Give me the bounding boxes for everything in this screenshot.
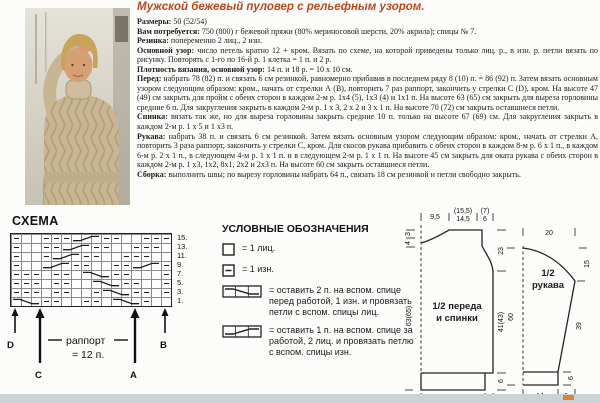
- schematic-front-back: [404, 203, 519, 403]
- cable-up-icon: [131, 261, 161, 270]
- instruction-line: Резинка: попеременно 2 лиц., 2 изн.: [137, 36, 263, 46]
- arrow-d-icon: [12, 308, 19, 316]
- legend-heading: УСЛОВНЫЕ ОБОЗНАЧЕНИЯ: [222, 223, 369, 235]
- measure-neck-width: 9,5: [430, 214, 440, 221]
- purl-stitch-icon: [144, 247, 149, 249]
- purl-stitch-icon: [94, 247, 99, 249]
- purl-stitch-icon: [14, 274, 19, 276]
- purl-stitch-icon: [44, 301, 49, 303]
- cable-down-icon: [11, 297, 41, 306]
- purl-stitch-icon: [134, 247, 139, 249]
- instructions: [137, 17, 598, 179]
- purl-stitch-icon: [104, 238, 109, 240]
- chart-row-label: 3.: [177, 287, 184, 296]
- legend: [222, 243, 414, 366]
- purl-stitch-icon: [14, 283, 19, 285]
- page-edge-accent: [563, 395, 574, 400]
- instruction-line: Плотность вязания, основной узор: 14 п. и 18 р. = 10 х 10 см.: [137, 64, 353, 74]
- purl-stitch-icon: [64, 292, 69, 294]
- purl-stitch-icon: [164, 292, 169, 294]
- purl-stitch-icon: [54, 238, 59, 240]
- page-title: Мужской бежевый пуловер с рельефным узором.: [137, 1, 425, 13]
- measure-sleeve-length: 39: [576, 322, 583, 330]
- instruction-line: Перед: набрать 78 (82) п. и связать 6 см резинкой, равномерно прибавив в последнем ряду 8 (10) п. = 86 (92) п. Затем вязать основным узором следующим образом: кром., начать от стрелки А (В), повторить 7 раз раппорт, закончить у стрелки С (D), кром. На высоте 47 (49) см закрыть для пройм с обеих сторон в каждом 2-м р. 1х4 (5), 1х3 (4) и 1х1 п. На высоте 63 (65) см закрыть для выреза горловины средние 6 п. Для закругления закрыть в каждом 2-м р. 1 х 3, 2 х 2 и 3 х 1 п. На высоте 70 (72) см закрыть оставшиеся петли.: [137, 74, 598, 112]
- purl-stitch-icon: [164, 238, 169, 240]
- measure-shoulder: 14,5: [456, 216, 470, 223]
- purl-stitch-icon: [114, 238, 119, 240]
- purl-stitch-icon: [94, 256, 99, 258]
- purl-stitch-icon: [84, 256, 89, 258]
- purl-stitch-icon: [144, 256, 149, 258]
- purl-stitch-icon: [14, 256, 19, 258]
- chart-row-label: 7.: [177, 269, 184, 278]
- instruction-line: Размеры: 50 (52/54): [137, 17, 207, 26]
- purl-stitch-icon: [44, 256, 49, 258]
- measure-neck-3: 3: [405, 232, 412, 236]
- measure-rib-height: 6: [498, 379, 505, 383]
- purl-stitch-icon: [54, 274, 59, 276]
- instruction-line: Сборка: выполнить швы; по вырезу горловины набрать 64 п., связать 18 см резинкой и петли свободно закрыть.: [137, 169, 521, 179]
- purl-stitch-icon: [64, 274, 69, 276]
- purl-stitch-icon: [24, 274, 29, 276]
- measure-sleeve-total: 60: [508, 313, 515, 321]
- purl-stitch-icon: [164, 265, 169, 267]
- purl-stitch-icon: [64, 283, 69, 285]
- purl-stitch-icon: [24, 283, 29, 285]
- purl-stitch-icon: [134, 256, 139, 258]
- legend-text: = 1 лиц.: [242, 243, 276, 253]
- legend-text: = оставить 2 п. на вспом. спице перед работой, 1 изн. и провязать петли с вспом. спицы лиц.: [269, 285, 412, 317]
- rapport-value: = 12 п.: [72, 349, 105, 361]
- chart-row-label: 15.: [177, 233, 188, 242]
- knit-square-icon: [222, 243, 235, 256]
- schematic-sleeve: [505, 221, 600, 403]
- purl-stitch-icon: [124, 274, 129, 276]
- chart-row-label: 9.: [177, 260, 184, 269]
- cable-up-icon: [71, 234, 101, 243]
- arrow-b-icon: [162, 308, 169, 316]
- purl-stitch-icon: [124, 265, 129, 267]
- purl-stitch-icon: [54, 301, 59, 303]
- cable-up-icon: [61, 243, 91, 252]
- arrow-label-d: D: [7, 340, 14, 351]
- measure-armhole-height: 23: [498, 247, 505, 255]
- measure-cuff-height: 6: [568, 376, 575, 380]
- purl-stitch-icon: [44, 238, 49, 240]
- cable-down-icon: [111, 297, 141, 306]
- purl-stitch-icon: [94, 292, 99, 294]
- piece-label-sleeve-1: 1/2: [541, 268, 555, 279]
- purl-stitch-icon: [144, 238, 149, 240]
- purl-stitch-icon: [14, 247, 19, 249]
- purl-stitch-icon: [24, 292, 29, 294]
- legend-item-purl: [222, 264, 414, 277]
- purl-stitch-icon: [134, 283, 139, 285]
- rapport-label: раппорт: [66, 335, 106, 347]
- measure-armhole-alt: (7): [480, 208, 490, 215]
- chart-heading: СХЕМА: [12, 214, 59, 228]
- legend-item-cable-front: [222, 285, 414, 317]
- measure-cap-width: 20: [545, 230, 553, 237]
- purl-stitch-icon: [34, 274, 39, 276]
- purl-stitch-icon: [14, 265, 19, 267]
- arrow-label-b: B: [160, 340, 167, 351]
- instruction-line: Вам потребуется: 750 (800) г бежевой пряжи (80% мериносовой шерсти, 20% акрила); спицы № 7.: [137, 26, 477, 36]
- purl-stitch-icon: [144, 301, 149, 303]
- knitting-chart: [10, 233, 188, 307]
- purl-stitch-icon: [54, 283, 59, 285]
- purl-stitch-icon: [164, 283, 169, 285]
- measure-total-height: 63(65): [406, 305, 413, 327]
- cable-front-icon: [222, 285, 262, 298]
- purl-stitch-icon: [54, 292, 59, 294]
- cable-down-icon: [101, 288, 131, 297]
- piece-label-sleeve-2: рукава: [532, 280, 564, 291]
- cable-back-icon: [222, 325, 262, 338]
- purl-stitch-icon: [74, 265, 79, 267]
- purl-stitch-icon: [64, 238, 69, 240]
- piece-label-front-back-2: и спинки: [436, 313, 478, 324]
- arrow-c-icon: [36, 308, 45, 318]
- purl-stitch-icon: [124, 256, 129, 258]
- arrow-label-c: C: [35, 370, 42, 381]
- purl-stitch-icon: [94, 301, 99, 303]
- purl-stitch-icon: [14, 292, 19, 294]
- purl-stitch-icon: [114, 274, 119, 276]
- purl-stitch-icon: [144, 292, 149, 294]
- legend-text: = оставить 1 п. на вспом. спице за работой, 2 лиц. и провязать петлю с вспом. спицы изн.: [269, 325, 414, 357]
- purl-stitch-icon: [104, 247, 109, 249]
- purl-stitch-icon: [84, 301, 89, 303]
- chart-row-label: 13.: [177, 242, 188, 251]
- legend-item-cable-back: [222, 325, 414, 357]
- measure-shoulder-alt: (15,5): [453, 208, 473, 215]
- purl-stitch-icon: [154, 238, 159, 240]
- measure-armhole: 6: [483, 216, 487, 223]
- chart-row-label: 5.: [177, 278, 184, 287]
- arrow-a-icon: [131, 308, 140, 318]
- instruction-line: Основной узор: число петель кратно 12 + кром. Вязать по схеме, на которой приведены только лиц. р., в изн. р. петли вязать по рисунку. Повторять с 1-го по 16-й р. 1 клетка = 1 п. и 2 р.: [137, 45, 599, 65]
- legend-item-knit: [222, 243, 414, 256]
- chart-row-label: 1.: [177, 296, 184, 305]
- chart-row-label: 11.: [177, 251, 187, 260]
- purl-stitch-icon: [34, 292, 39, 294]
- measure-cap-height: 15: [584, 260, 591, 268]
- measure-neck-4: 4: [405, 241, 412, 245]
- model-photo: [25, 8, 130, 205]
- purl-stitch-icon: [14, 238, 19, 240]
- purl-stitch-icon: [34, 283, 39, 285]
- cable-down-icon: [81, 270, 111, 279]
- cable-up-icon: [51, 252, 81, 261]
- instruction-line: Спинка: вязать так же, но для выреза горловины закрыть средние 10 п. только на высоте 67 (69) см. Для закругления закрыть в каждом 2-м р. 1 х 5 и 1 х3 п.: [137, 112, 598, 132]
- cable-down-icon: [91, 279, 121, 288]
- measure-side-height: 41(43): [498, 311, 505, 333]
- instruction-line: Рукава: набрать 38 п. и связать 6 см резинкой. Затем вязать основным узором следующим образом: кром., начать от стрелки А, повторить 3 раза раппорт, закончить у стрелки С, кром. Для скосов рукава прибавить с обеих сторон в каждом 8-м р. 6 х 1 п., в каждом 6-м р. 2 х 1 п., в следующем 4-м р. 1 х 1 п. и в следующем 2-м р. 1 х 1 п. На высоте 45 см закрыть для оката рукава с обеих сторон в каждом 2-м р. 1 х3, 1х2, 8х1, 2х2 и 2х3 п. На высоте 60 см закрыть оставшиеся петли.: [137, 131, 599, 170]
- purl-stitch-icon: [134, 292, 139, 294]
- chart-arrows: [2, 306, 202, 400]
- legend-text: = 1 изн.: [242, 264, 274, 274]
- piece-label-front-back-1: 1/2 переда: [432, 301, 482, 312]
- arrow-label-a: A: [130, 370, 137, 381]
- cable-up-icon: [41, 261, 71, 270]
- purl-stitch-icon: [54, 247, 59, 249]
- purl-stitch-icon: [84, 265, 89, 267]
- purl-square-icon: [222, 264, 235, 277]
- purl-stitch-icon: [164, 274, 169, 276]
- purl-stitch-icon: [154, 247, 159, 249]
- purl-stitch-icon: [124, 283, 129, 285]
- purl-stitch-icon: [114, 265, 119, 267]
- page-edge-strip: [0, 394, 600, 403]
- purl-stitch-icon: [44, 247, 49, 249]
